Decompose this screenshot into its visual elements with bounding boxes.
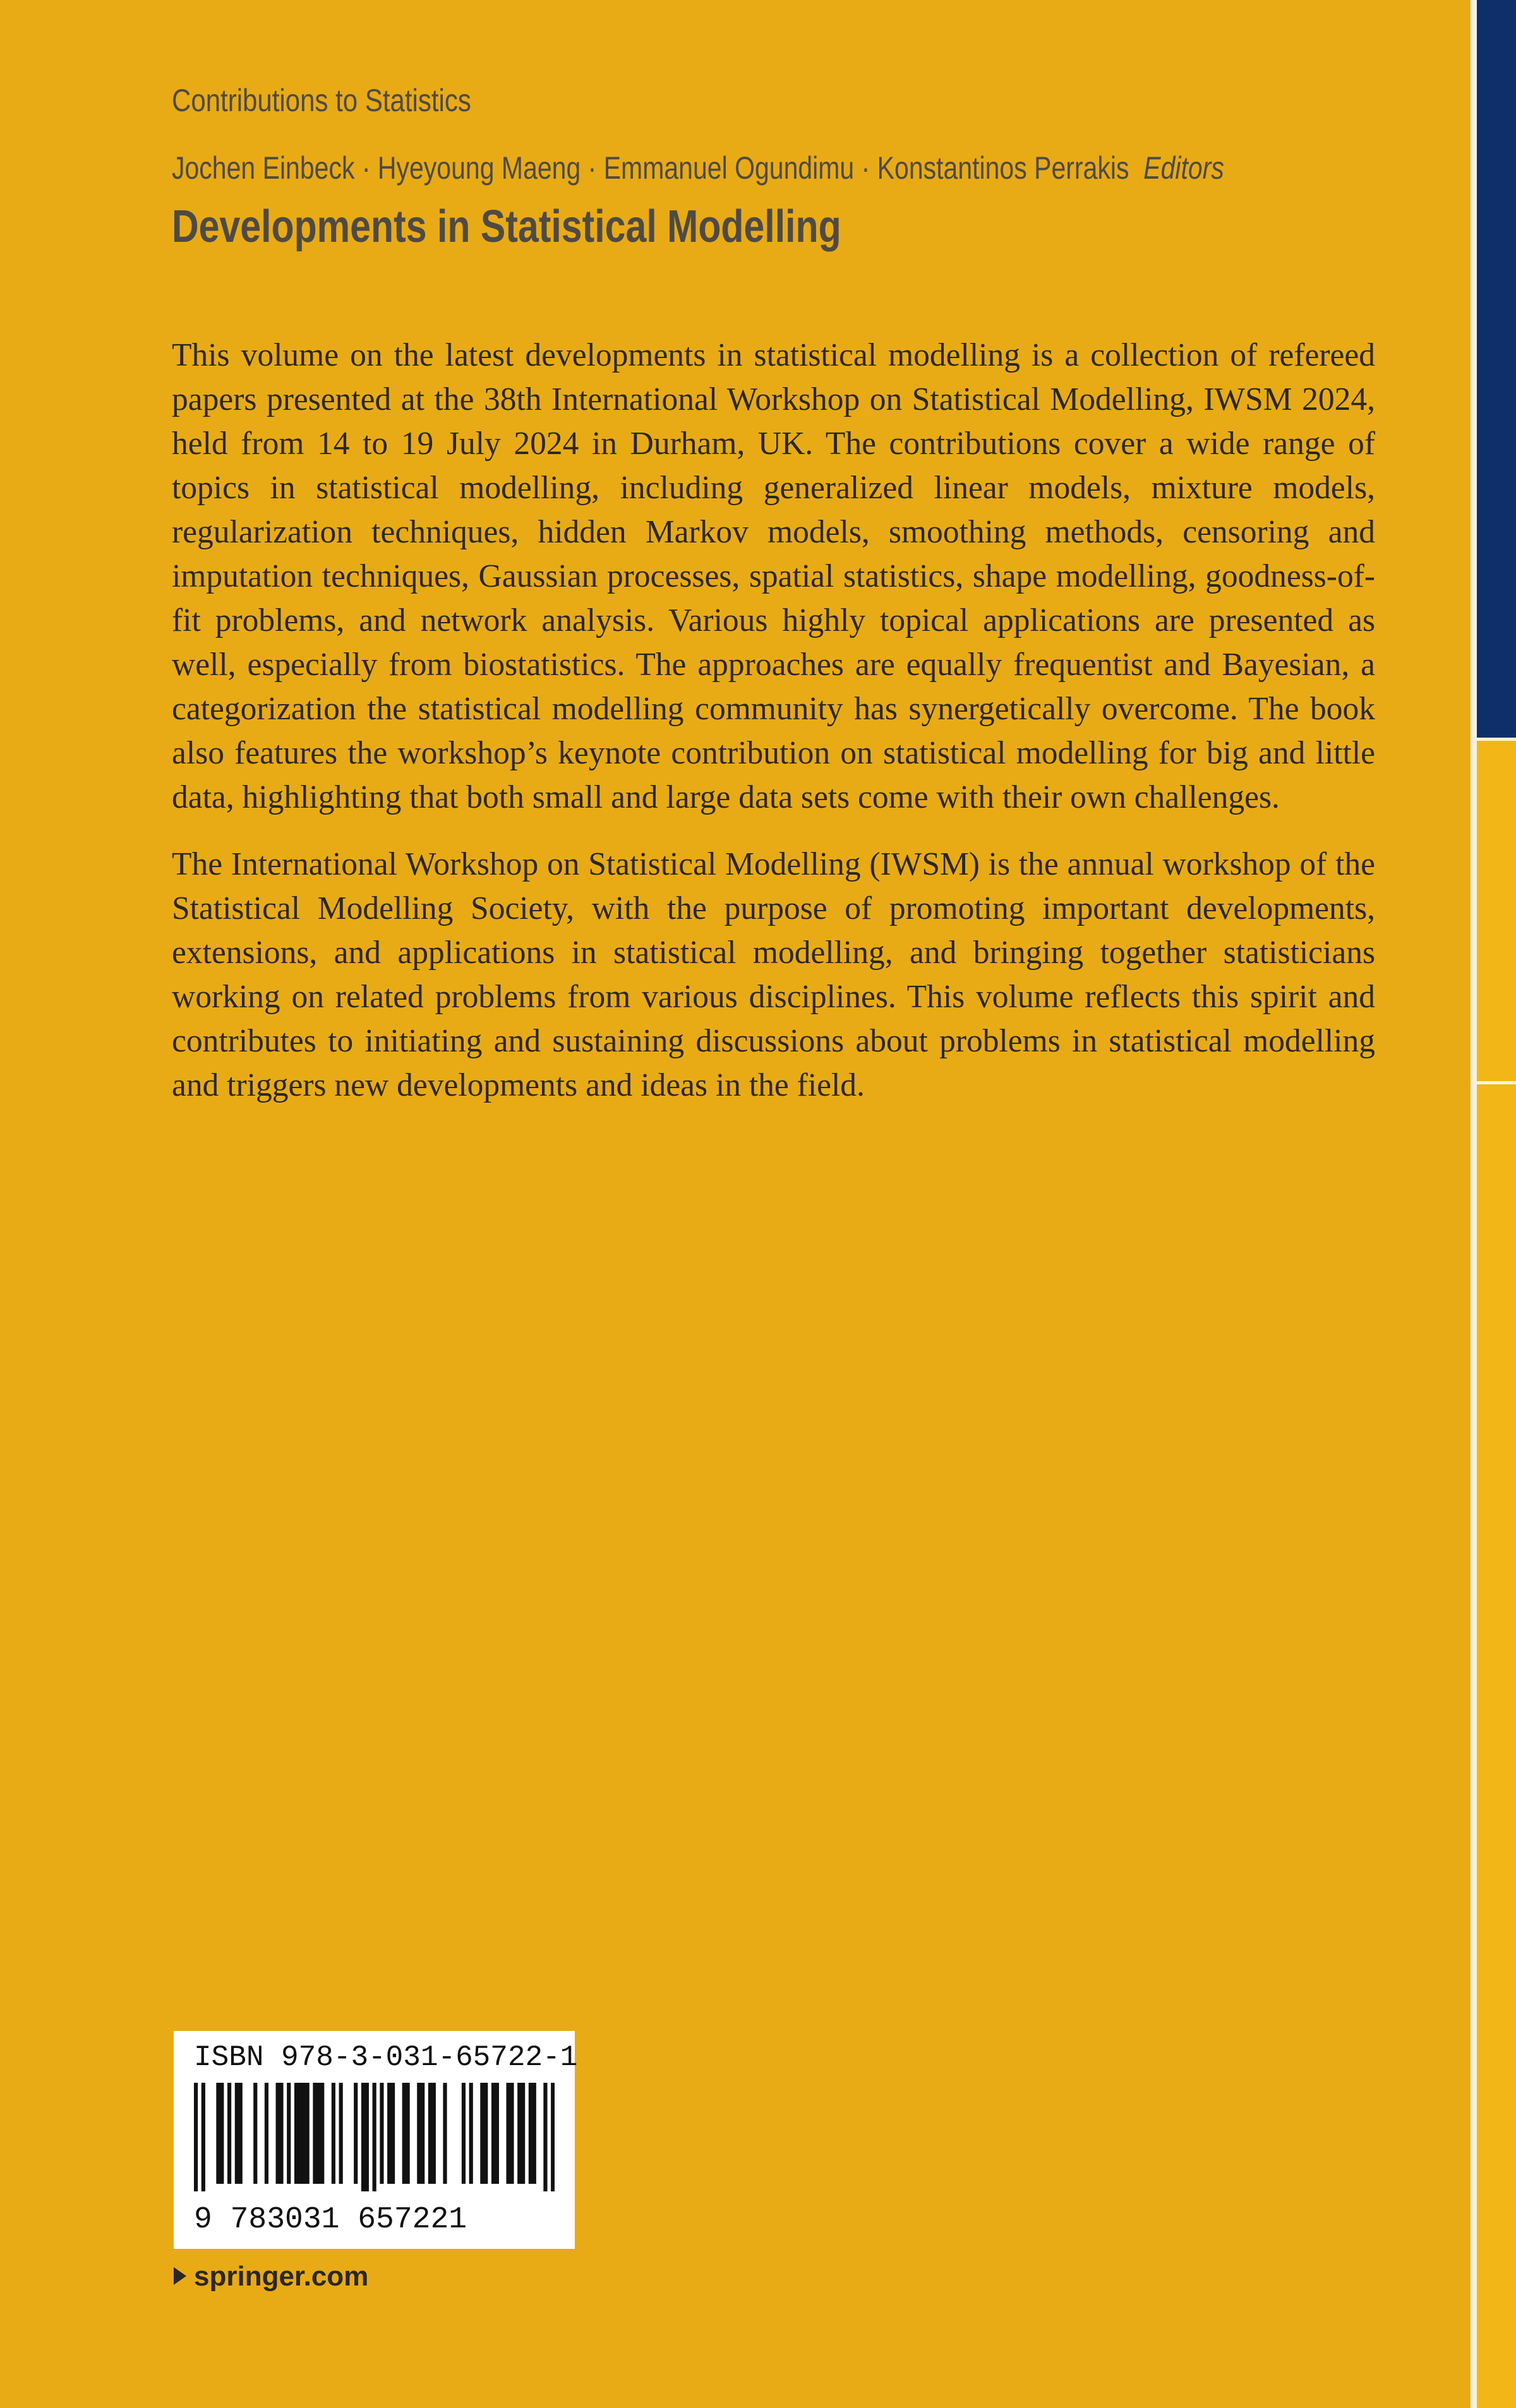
blurb-paragraph: This volume on the latest developments in statistical modelling is a collection of refereed papers presented at the 38th International Workshop on Statistical Modelling, IWSM 2024, held from 14 to 19 July 2024 in Durham, UK. The contributions cover a wide range of topics in statistical modelling, including generalized linear models, mixture models, regularization techniques, hidden Markov models, smoothing methods, censoring and imputation techniques, Gaussian processes, spatial statistics, shape modelling, goodness-of-fit problems, and network analysis. Various highly topical applications are presented as well, especially from biostatistics. The approaches are equally frequentist and Bayesian, a categorization the statistical modelling community has synergetically overcome. The book also features the workshop’s keynote contribution on statistical modelling for big and little data, highlighting that both small and large data sets come with their own challenges.	[172, 337, 1375, 815]
barcode-bar	[302, 2083, 306, 2184]
blurb	[172, 333, 1375, 1130]
barcode-bar	[521, 2083, 525, 2184]
barcode-bar	[421, 2083, 424, 2184]
publisher-link[interactable]	[174, 2261, 368, 2292]
barcode-bar	[298, 2083, 302, 2184]
barcode-bar	[402, 2083, 406, 2184]
barcode-bar	[510, 2083, 514, 2184]
barcode-bar	[239, 2083, 243, 2184]
barcode-bar	[406, 2083, 410, 2184]
barcode-bar	[529, 2083, 532, 2184]
barcode-bars	[194, 2083, 555, 2191]
barcode-bar	[235, 2083, 239, 2184]
blurb-paragraph: The International Workshop on Statistical Modelling (IWSM) is the annual workshop of the Statistical Modelling Society, with the purpose of promoting important developments, extensions, and applications in statistical modelling, and bringing together statisticians working on related problems from various disciplines. This volume reflects this spirit and contributes to initiating and sustaining discussions about problems in statistical modelling and triggers new developments and ideas in the field.	[172, 846, 1375, 1103]
editors-line	[172, 150, 1224, 186]
barcode-bar	[339, 2083, 343, 2184]
barcode-bar	[532, 2083, 536, 2184]
barcode-box	[174, 2031, 578, 2249]
barcode-bar	[354, 2083, 358, 2184]
barcode-bar	[253, 2083, 257, 2184]
barcode-digits: 9 783031 657221	[194, 2203, 467, 2237]
editor-names: Jochen Einbeck · Hyeyoung Maeng · Emmanuel Ogundimu · Konstantinos Perrakis	[172, 150, 1129, 186]
spine-divider-top	[1477, 738, 1516, 741]
barcode-bar	[462, 2083, 466, 2184]
barcode-bar	[294, 2083, 298, 2184]
book-title: Developments in Statistical Modelling	[172, 201, 841, 252]
barcode-bar	[551, 2083, 555, 2191]
barcode-bar	[316, 2083, 320, 2184]
spine-yellow-band	[1477, 740, 1516, 2408]
barcode-bar	[306, 2083, 310, 2184]
barcode-bar	[391, 2083, 395, 2184]
barcode-bar	[387, 2083, 391, 2184]
barcode-bar	[227, 2083, 231, 2184]
barcode-bar	[276, 2083, 280, 2184]
barcode-bar	[380, 2083, 383, 2184]
spine-divider-bottom	[1477, 1081, 1516, 1084]
barcode-bar	[443, 2083, 447, 2184]
barcode-bar	[484, 2083, 488, 2184]
barcode-bar	[287, 2083, 291, 2184]
publisher-url: springer.com	[194, 2261, 369, 2292]
barcode-bar	[469, 2083, 473, 2184]
barcode-bar	[279, 2083, 283, 2184]
barcode-bar	[517, 2083, 521, 2184]
barcode-bar	[216, 2083, 220, 2184]
barcode-bar	[506, 2083, 510, 2184]
arrow-right-icon	[174, 2267, 186, 2285]
barcode-bar	[365, 2083, 369, 2191]
barcode-bar	[432, 2083, 436, 2184]
spine-edge	[1471, 0, 1477, 2408]
series-name: Contributions to Statistics	[172, 83, 471, 118]
barcode-bar	[417, 2083, 421, 2184]
barcode-bar	[543, 2083, 547, 2191]
barcode-bar	[313, 2083, 316, 2184]
barcode-bar	[332, 2083, 335, 2184]
barcode-bar	[373, 2083, 376, 2191]
barcode-bar	[495, 2083, 499, 2184]
barcode-bar	[361, 2083, 365, 2191]
spine-navy-band	[1477, 0, 1516, 740]
barcode-bar	[428, 2083, 432, 2184]
barcode-bar	[480, 2083, 484, 2184]
barcode-bar	[265, 2083, 268, 2184]
barcode-bar	[202, 2083, 205, 2191]
barcode-bar	[320, 2083, 324, 2184]
barcode-bar	[491, 2083, 495, 2184]
barcode-bar	[220, 2083, 224, 2184]
editors-role: Editors	[1143, 150, 1224, 186]
isbn-label: ISBN 978-3-031-65722-1	[194, 2041, 578, 2074]
barcode-bar	[194, 2083, 198, 2191]
